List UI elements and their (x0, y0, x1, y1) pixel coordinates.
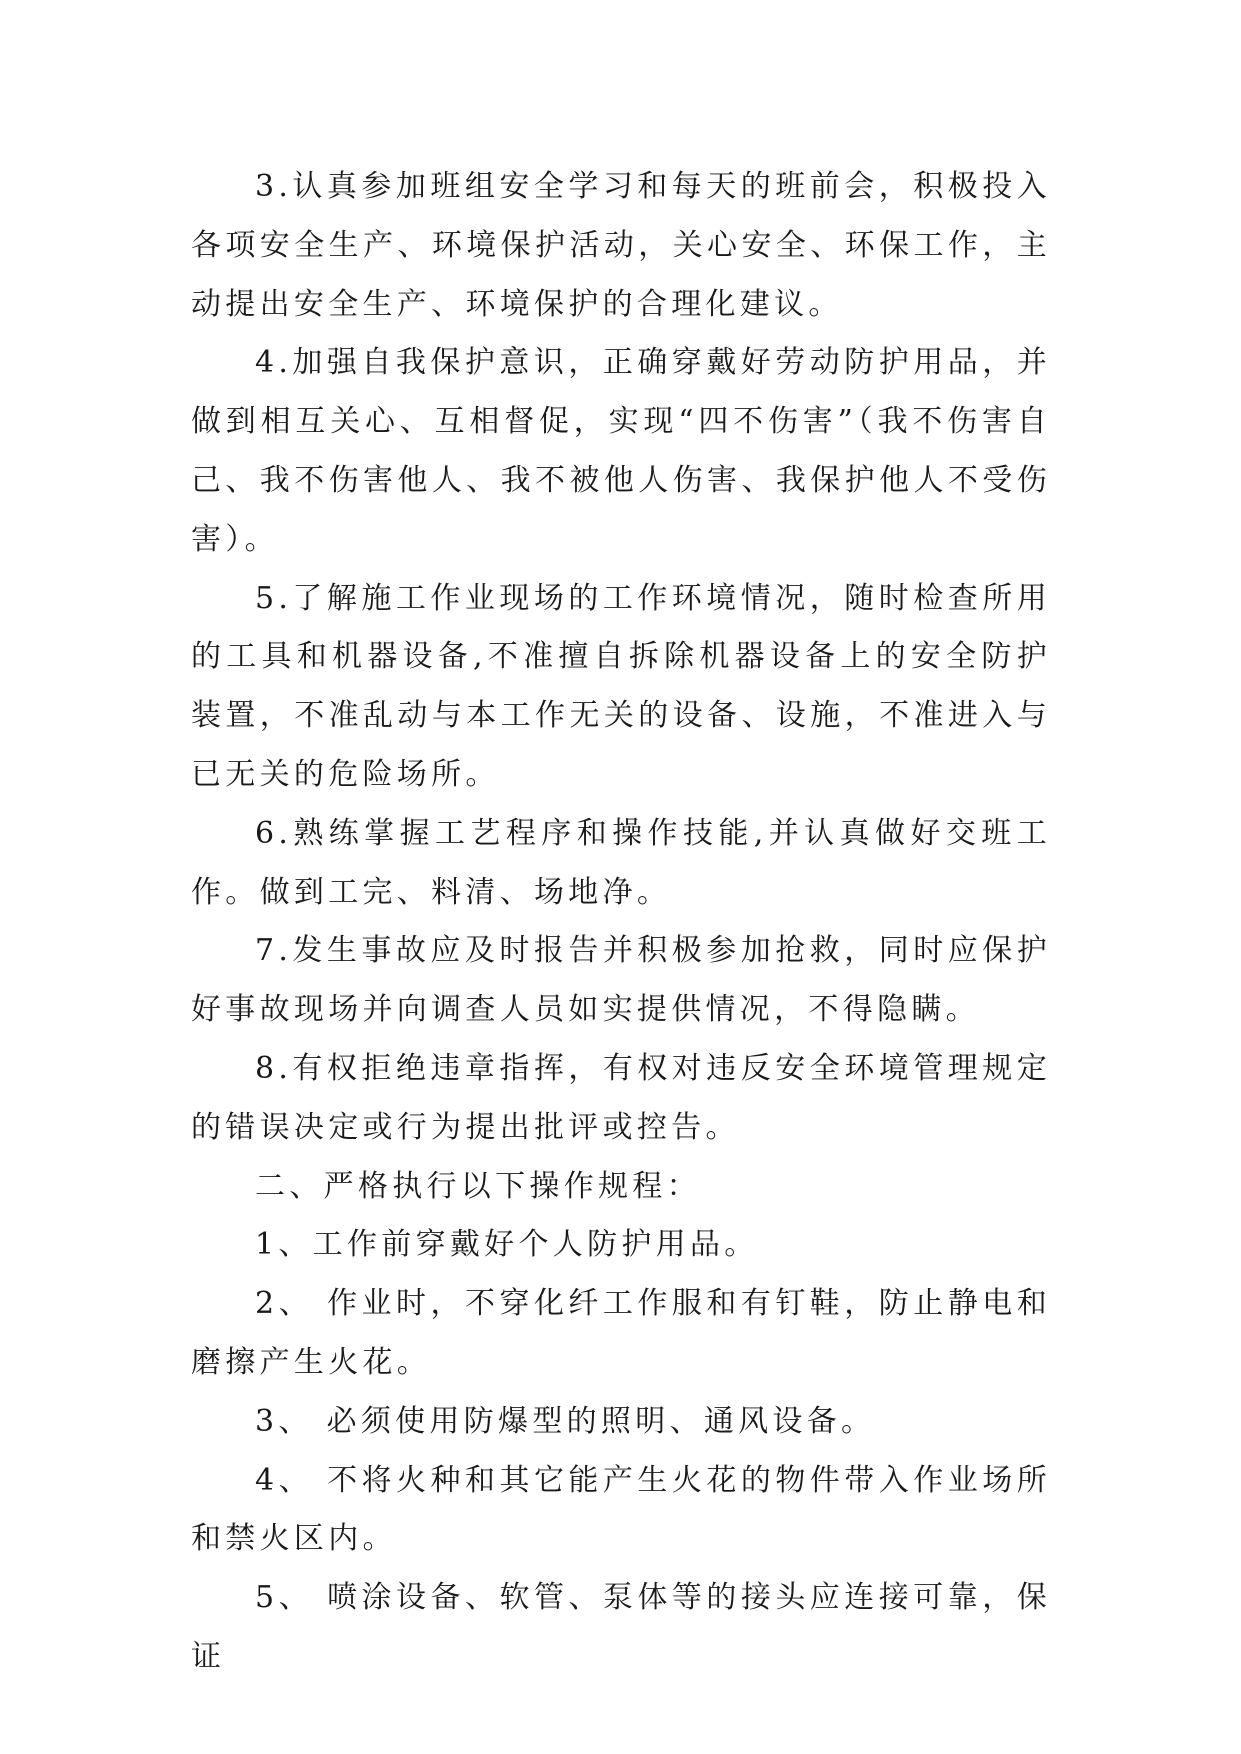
procedure-item-3: 3、 必须使用防爆型的照明、通风设备。 (255, 1403, 876, 1439)
paragraph-rule-6: 6.熟练掌握工艺程序和操作技能,并认真做好交班工作。做到工完、料清、场地净。 (191, 815, 1051, 910)
document-body (191, 158, 1051, 1687)
paragraph-rule-7: 7.发生事故应及时报告并积极参加抢救，同时应保护好事故现场并向调查人员如实提供情况，不得隐瞒。 (191, 933, 1051, 1028)
paragraph-rule-4: 4.加强自我保护意识，正确穿戴好劳动防护用品，并做到相互关心、互相督促，实现“四不伤害”（我不伤害自己、我不伤害他人、我不被他人伤害、我保护他人不受伤害）。 (191, 345, 1051, 557)
paragraph-rule-3: 3.认真参加班组安全学习和每天的班前会，积极投入各项安全生产、环境保护活动，关心安全、环保工作，主动提出安全生产、环境保护的合理化建议。 (191, 169, 1051, 322)
section-heading-operating-procedures: 二、严格执行以下操作规程： (255, 1168, 701, 1204)
paragraph-rule-5: 5.了解施工作业现场的工作环境情况，随时检查所用的工具和机器设备,不准擅自拆除机器设备上的安全防护装置，不准乱动与本工作无关的设备、设施，不准进入与已无关的危险场所。 (191, 580, 1051, 792)
procedure-item-5: 5、 喷涂设备、软管、泵体等的接头应连接可靠，保证 (191, 1580, 1051, 1674)
paragraph-rule-8: 8.有权拒绝违章指挥，有权对违反安全环境管理规定的错误决定或行为提出批评或控告。 (191, 1050, 1051, 1145)
procedure-item-1: 1、工作前穿戴好个人防护用品。 (255, 1227, 759, 1263)
procedure-item-4: 4、 不将火种和其它能产生火花的物件带入作业场所和禁火区内。 (191, 1462, 1051, 1557)
procedure-item-2: 2、 作业时，不穿化纤工作服和有钉鞋，防止静电和磨擦产生火花。 (191, 1286, 1051, 1380)
